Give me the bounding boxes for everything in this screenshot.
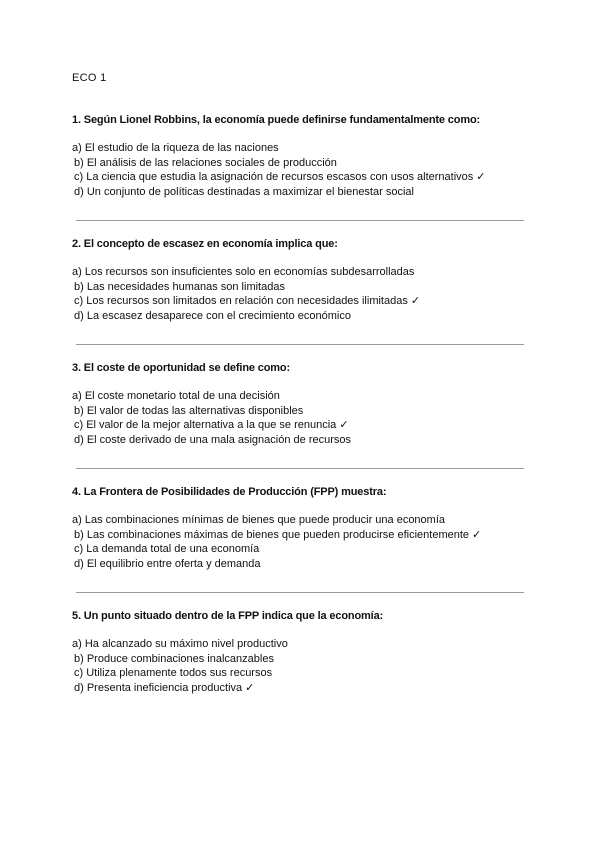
option-text: d) Presenta ineficiencia productiva xyxy=(74,681,243,694)
option-d xyxy=(72,433,532,448)
option-c xyxy=(72,294,532,309)
divider xyxy=(76,344,524,345)
option-text: a) El coste monetario total de una decisión xyxy=(72,390,280,402)
option-c xyxy=(72,170,532,185)
option-text: b) El valor de todas las alternativas disponibles xyxy=(74,404,304,417)
question-heading: 5. Un punto situado dentro de la FPP indica que la economía: xyxy=(72,610,384,622)
divider xyxy=(76,220,524,221)
option-text: d) El equilibrio entre oferta y demanda xyxy=(74,557,261,570)
option-text: c) La demanda total de una economía xyxy=(74,543,260,556)
option-b xyxy=(72,528,532,543)
option-text: a) Los recursos son insuficientes solo en economías subdesarrolladas xyxy=(72,266,415,278)
option-c xyxy=(72,542,532,557)
option-b xyxy=(72,280,532,295)
check-mark-icon: ✓ xyxy=(472,527,482,541)
check-mark-icon: ✓ xyxy=(476,170,486,184)
option-text: c) Utiliza plenamente todos sus recursos xyxy=(74,667,273,680)
check-mark-icon: ✓ xyxy=(245,680,255,694)
question-5 xyxy=(72,610,532,695)
option-text: c) La ciencia que estudia la asignación de recursos escasos con usos alternativos xyxy=(74,171,474,184)
question-heading: 4. La Frontera de Posibilidades de Producción (FPP) muestra: xyxy=(72,486,387,498)
question-heading: 3. El coste de oportunidad se define como: xyxy=(72,362,291,374)
question-2 xyxy=(72,238,532,323)
divider xyxy=(76,592,524,593)
option-c xyxy=(72,418,532,433)
option-d xyxy=(72,309,532,324)
divider xyxy=(76,468,524,469)
option-d xyxy=(72,681,532,696)
option-text: d) Un conjunto de políticas destinadas a maximizar el bienestar social xyxy=(74,185,414,198)
option-text: b) El análisis de las relaciones sociales de producción xyxy=(74,156,337,169)
option-d xyxy=(72,185,532,200)
option-a xyxy=(72,265,532,280)
question-heading: 2. El concepto de escasez en economía implica que: xyxy=(72,238,338,250)
option-text: c) Los recursos son limitados en relación con necesidades ilimitadas xyxy=(74,295,408,308)
question-3 xyxy=(72,362,532,447)
option-c xyxy=(72,666,532,681)
option-text: b) Las necesidades humanas son limitadas xyxy=(74,280,285,293)
option-text: c) El valor de la mejor alternativa a la que se renuncia xyxy=(74,419,337,432)
option-text: b) Produce combinaciones inalcanzables xyxy=(74,652,274,665)
document-title: ECO 1 xyxy=(72,72,107,84)
option-text: d) La escasez desaparece con el crecimiento económico xyxy=(74,309,351,322)
check-mark-icon: ✓ xyxy=(410,294,421,308)
option-text: a) El estudio de la riqueza de las naciones xyxy=(72,142,279,154)
option-d xyxy=(72,557,532,572)
option-b xyxy=(72,652,532,667)
option-text: b) Las combinaciones máximas de bienes que pueden producirse eficientemente xyxy=(74,528,470,541)
option-a xyxy=(72,513,532,528)
question-1 xyxy=(72,114,532,199)
question-heading: 1. Según Lionel Robbins, la economía puede definirse fundamentalmente como: xyxy=(72,114,481,126)
option-a xyxy=(72,389,532,404)
option-text: d) El coste derivado de una mala asignación de recursos xyxy=(74,433,351,446)
option-text: a) Las combinaciones mínimas de bienes que puede producir una economía xyxy=(72,514,446,526)
question-4 xyxy=(72,486,532,571)
option-a xyxy=(72,141,532,156)
option-b xyxy=(72,156,532,171)
option-b xyxy=(72,404,532,419)
option-a xyxy=(72,637,532,652)
option-text: a) Ha alcanzado su máximo nivel productivo xyxy=(72,638,288,650)
check-mark-icon: ✓ xyxy=(339,418,349,432)
